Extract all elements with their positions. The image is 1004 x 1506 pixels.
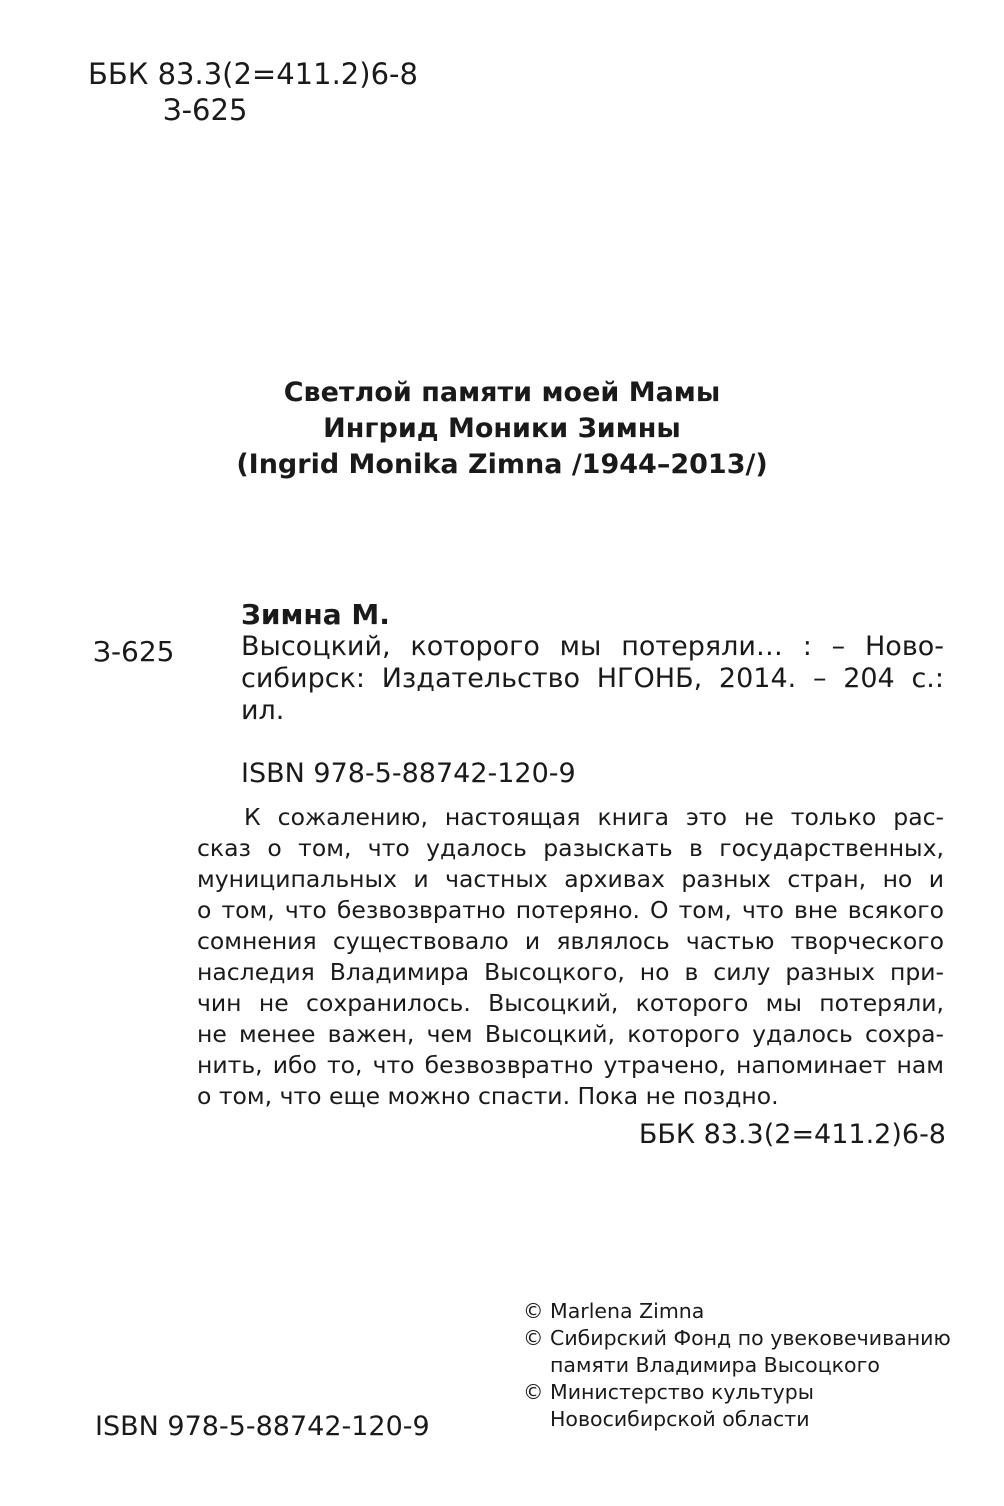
abstract-line: о том, что еще можно спасти. Пока не поздно. <box>197 1082 779 1110</box>
dedication-line-3: (Ingrid Monika Zimna /1944–2013/) <box>236 449 768 480</box>
record-description-line: Высоцкий, которого мы потеряли… : – Ново- <box>241 631 944 662</box>
bbk-index-bottom: ББК 83.3(2=411.2)6-8 <box>638 1119 946 1150</box>
abstract <box>197 802 944 1112</box>
author-sign-top: З-625 <box>163 93 248 127</box>
abstract-line: чин не сохранилось. Высоцкий, которого мы потеряли, <box>197 989 944 1017</box>
record-description-line: сибирск: Издательство НГОНБ, 2014. – 204 с.: <box>241 663 944 694</box>
record-description <box>241 631 944 727</box>
record-author-sign: З-625 <box>93 635 175 668</box>
copyright-line: © Министерство культуры <box>523 1380 814 1404</box>
dedication-line-1: Светлой памяти моей Мамы <box>283 377 721 408</box>
copyright-line: памяти Владимира Высоцкого <box>550 1353 880 1377</box>
abstract-line: сомнения существовало и являлось частью творческого <box>197 927 944 955</box>
abstract-line: о том, что безвозвратно потеряно. О том, что вне всякого <box>197 896 944 924</box>
record-author: Зимна М. <box>241 598 390 631</box>
abstract-line: наследия Владимира Высоцкого, но в силу разных при- <box>197 958 944 986</box>
abstract-line: нить, ибо то, что безвозвратно утрачено, напоминает нам <box>197 1051 944 1079</box>
copyright-line: © Сибирский Фонд по увековечиванию <box>523 1326 951 1350</box>
copyright-line: Новосибирской области <box>550 1407 810 1431</box>
copyright-block <box>523 1298 951 1433</box>
copyright-line: © Marlena Zimna <box>523 1299 705 1323</box>
isbn-bottom: ISBN 978-5-88742-120-9 <box>95 1411 430 1442</box>
record-description-line: ил. <box>241 695 285 726</box>
abstract-line: муниципальных и частных архивах разных стран, но и <box>197 865 944 893</box>
dedication <box>0 375 1004 483</box>
abstract-line: К сожалению, настоящая книга это не только рас- <box>244 803 944 831</box>
abstract-line: не менее важен, чем Высоцкий, которого удалось сохра- <box>197 1020 944 1048</box>
record-isbn: ISBN 978-5-88742-120-9 <box>241 758 576 789</box>
abstract-line: сказ о том, что удалось разыскать в государственных, <box>197 834 944 862</box>
bbk-index-top: ББК 83.3(2=411.2)6-8 <box>88 57 418 91</box>
dedication-line-2: Ингрид Моники Зимны <box>323 413 681 444</box>
